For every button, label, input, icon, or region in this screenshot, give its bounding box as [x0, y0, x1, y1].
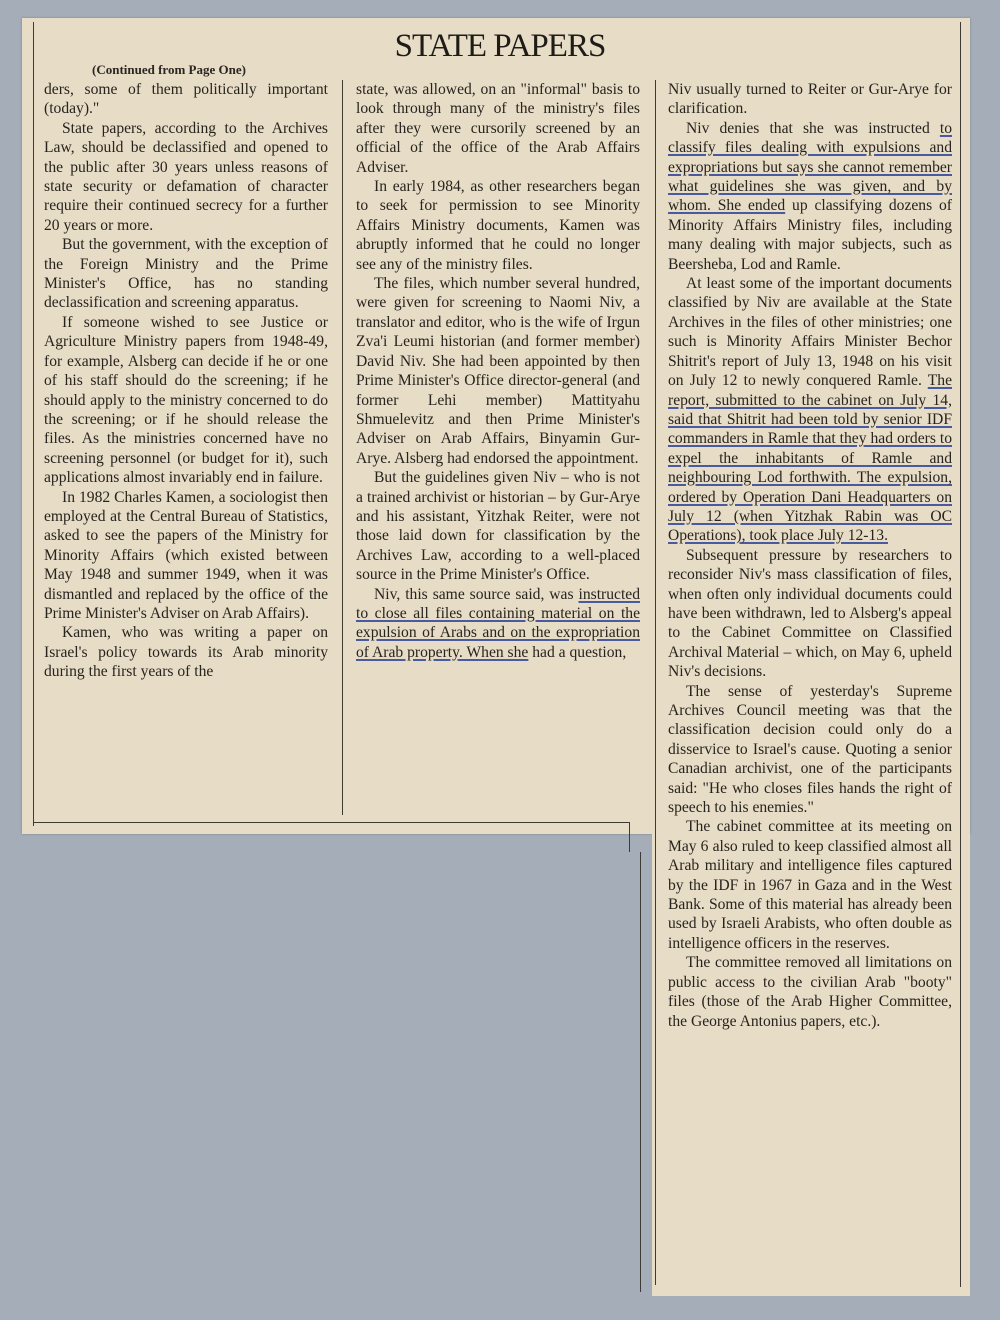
paragraph: state, was allowed, on an "informal" basis to look through many of the ministry's files after they were cursorily screened by an official of the office of the Arab Affairs Adviser.: [356, 81, 640, 176]
paragraph-text: had a question,: [528, 643, 627, 661]
ink-underlined-text: to classify files dealing with expulsions and expropriations but says she cannot remember what guidelines she was given, and by whom. She ended: [668, 119, 952, 215]
paragraph: But the government, with the exception of the Foreign Ministry and the Prime Minister's Office, has no standing declassification and screening apparatus.: [44, 236, 328, 312]
paragraph: In early 1984, as other researchers began to seek for permission to see Minority Affairs Ministry documents, Kamen was abruptly informed that he could no longer see any of the ministry files.: [356, 178, 640, 273]
paragraph-text: Niv, this same source said, was: [374, 585, 579, 603]
paragraph: ders, some of them politically important (today).": [44, 81, 328, 118]
paragraph-text: Niv denies that she was instructed: [686, 119, 940, 137]
article-column-3: [668, 80, 952, 1031]
column-rule: [342, 80, 343, 815]
paragraph: Subsequent pressure by researchers to reconsider Niv's mass classification of files, when often only individual documents could have been withdrawn, led to Alsberg's appeal to the Cabinet Committee on Classified Archival Material – which, on May 6, upheld Niv's decisions.: [668, 546, 952, 681]
column-rule: [629, 822, 630, 852]
ink-underlined-text: The report, submitted to the cabinet on July 14, said that Shitrit had been told by senior IDF commanders in Ramle that they had orders to expel the inhabitants of Ramle and neighbouring Lod forthwith. The expulsion, ordered by Operation Dani Headquarters on July 12 (when Yitzhak Rabin was OC Operations), took place July 12-13.: [668, 372, 952, 545]
article-column-1: [44, 80, 328, 682]
paragraph: Kamen, who was writing a paper on Israel's policy towards its Arab minority during the first years of the: [44, 624, 328, 681]
column-rule: [960, 22, 961, 1287]
paragraph: The files, which number several hundred, were given for screening to Naomi Niv, a translator and editor, who is the wife of Irgun Zva'i Leumi historian (and former member) David Niv. She had been appointed by then Prime Minister's Office director-general (and former Lehi member) Mattityahu Shmuelevitz and then Prime Minister's Adviser on Arab Affairs, Binyamin Gur-Arye. Alsberg had endorsed the appointment.: [356, 275, 640, 467]
paragraph: In 1982 Charles Kamen, a sociologist then employed at the Central Bureau of Statistics, asked to see the papers of the Ministry for Minority Affairs (which existed between May 1948 and summer 1949, when it was dismantled and replaced by the office of the Prime Minister's Adviser on Arab Affairs).: [44, 488, 328, 622]
paragraph: [668, 274, 952, 546]
bottom-rule: [33, 822, 629, 823]
paragraph: The sense of yesterday's Supreme Archives Council meeting was that the classification decision could only do a disservice to Israel's cause. Quoting a senior Canadian archivist, one of the participants said: "He who closes files hands the right of speech to his enemies.": [668, 682, 952, 817]
paragraph-text: At least some of the important documents classified by Niv are available at the State Archives in the files of other ministries; one such is Minority Affairs Minister Bechor Shitrit's report of July 13, 1948 on his visit on July 12 to newly conquered Ramle.: [668, 275, 952, 390]
paragraph: [356, 585, 640, 663]
column-rule: [33, 22, 34, 826]
paragraph: The cabinet committee at its meeting on May 6 also ruled to keep classified almost all Arab military and intelligence files captured by the IDF in 1967 in Gaza and in the West Bank. Some of this material has already been used by Israeli Arabists, who often double as intelligence officers in the reserves.: [668, 818, 952, 952]
column-rule: [655, 80, 656, 1285]
paragraph-text: up classifying dozens of Minority Affairs Ministry files, including many dealing with major subjects, such as Beersheba, Lod and Ramle.: [668, 197, 952, 273]
paragraph: Niv usually turned to Reiter or Gur-Arye for clarification.: [668, 81, 952, 118]
paragraph: The committee removed all limitations on public access to the civilian Arab "booty" files (those of the Arab Higher Committee, the George Antonius papers, etc.).: [668, 954, 952, 1030]
paragraph: If someone wished to see Justice or Agriculture Ministry papers from 1948-49, for example, Alsberg can decide if he or one of his staff should do the screening; if he should apply to the ministry concerned to do the screening; or if he should release the files. As the ministries concerned have no screening personnel (or budget for it), such applications almost invariably end in failure.: [44, 313, 328, 487]
column-rule: [640, 852, 641, 1292]
article-column-2: [356, 80, 640, 662]
paragraph: State papers, according to the Archives Law, should be declassified and opened to the public after 30 years unless reasons of state security or defamation of character require their continued secrecy for a further 20 years or more.: [44, 119, 328, 234]
headline: STATE PAPERS: [394, 28, 606, 64]
paragraph: [668, 119, 952, 274]
paragraph: But the guidelines given Niv – who is not a trained archivist or historian – by Gur-Arye and his assistant, Yitzhak Reiter, were not those laid down for classification by the Archives Law, according to a well-placed source in the Prime Minister's Office.: [356, 469, 640, 584]
continued-note: (Continued from Page One): [92, 62, 246, 77]
ink-underlined-text: instructed to close all files containing material on the expulsion of Arabs and on the expropriation of Arab property. When she: [356, 585, 640, 661]
